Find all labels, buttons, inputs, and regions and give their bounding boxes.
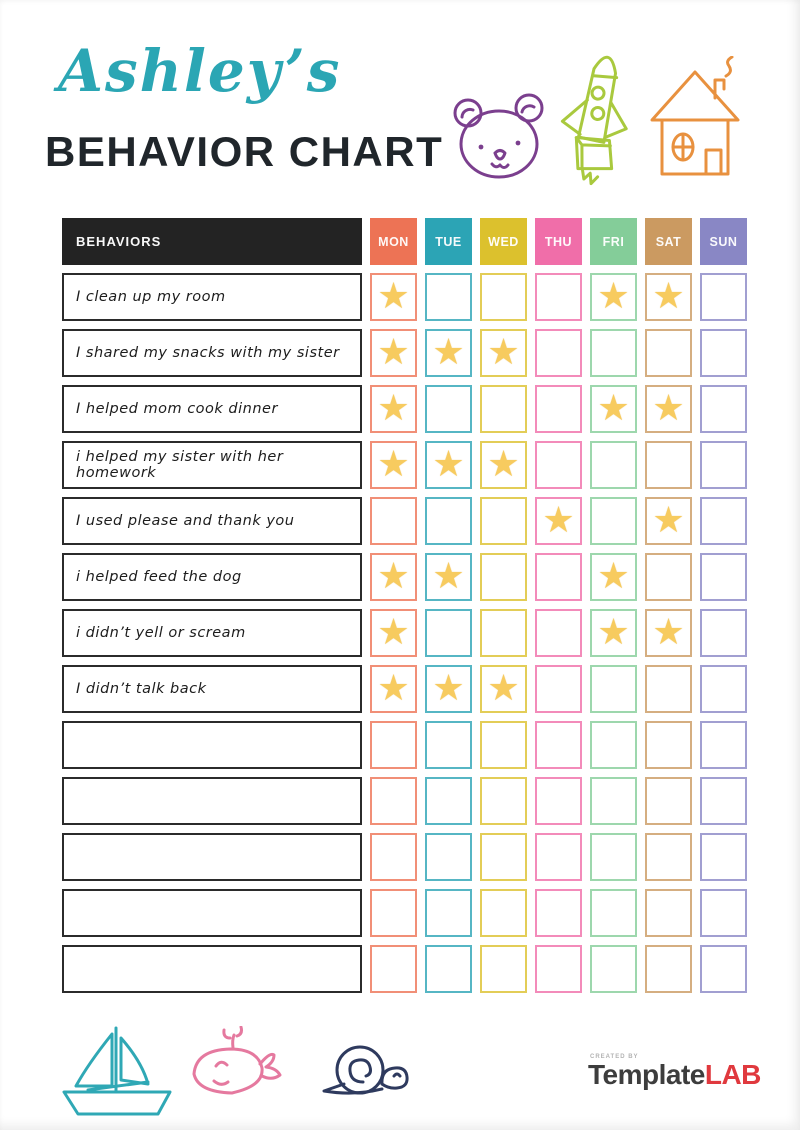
star-cell-fri-row-6: [590, 553, 637, 601]
star-cell-sun-row-2: [700, 329, 747, 377]
star-icon: ★: [652, 274, 685, 316]
star-cell-thu-row-13: [535, 945, 582, 993]
star-cell-sun-row-7: [700, 609, 747, 657]
star-cell-wed-row-10: [480, 777, 527, 825]
brand-template: Template: [588, 1059, 705, 1090]
behavior-text: I didn’t talk back: [76, 681, 207, 697]
templatelab-logo: [588, 1054, 768, 1089]
star-icon: ★: [377, 386, 410, 428]
rocket-icon: [548, 40, 643, 195]
star-cell-sun-row-12: [700, 889, 747, 937]
star-cell-sun-row-11: [700, 833, 747, 881]
star-cell-sat-row-9: [645, 721, 692, 769]
star-cell-thu-row-4: [535, 441, 582, 489]
star-cell-sat-row-11: [645, 833, 692, 881]
star-cell-tue-row-12: [425, 889, 472, 937]
star-cell-tue-row-6: [425, 553, 472, 601]
star-cell-wed-row-8: [480, 665, 527, 713]
star-cell-mon-row-7: [370, 609, 417, 657]
star-cell-sun-row-5: [700, 497, 747, 545]
star-icon: ★: [597, 610, 630, 652]
behavior-label-row-9: [62, 721, 362, 769]
star-cell-sat-row-7: [645, 609, 692, 657]
behavior-label-row-6: [62, 553, 362, 601]
behaviors-column-header: BEHAVIORS: [62, 218, 362, 265]
bear-icon: [448, 86, 550, 186]
star-cell-sat-row-3: [645, 385, 692, 433]
behavior-label-row-4: [62, 441, 362, 489]
star-cell-thu-row-10: [535, 777, 582, 825]
behavior-text: I helped mom cook dinner: [76, 401, 278, 417]
brand-lab: LAB: [704, 1059, 761, 1090]
star-cell-thu-row-6: [535, 553, 582, 601]
star-cell-fri-row-13: [590, 945, 637, 993]
star-icon: ★: [432, 330, 465, 372]
star-icon: ★: [652, 610, 685, 652]
star-icon: ★: [377, 554, 410, 596]
star-cell-tue-row-8: [425, 665, 472, 713]
house-icon: [645, 56, 745, 188]
star-cell-wed-row-5: [480, 497, 527, 545]
star-cell-fri-row-9: [590, 721, 637, 769]
star-cell-fri-row-7: [590, 609, 637, 657]
star-cell-tue-row-11: [425, 833, 472, 881]
star-cell-thu-row-2: [535, 329, 582, 377]
star-cell-fri-row-10: [590, 777, 637, 825]
day-header-tue: TUE: [425, 218, 472, 265]
star-cell-thu-row-8: [535, 665, 582, 713]
star-cell-sat-row-5: [645, 497, 692, 545]
behavior-label-row-11: [62, 833, 362, 881]
star-cell-tue-row-10: [425, 777, 472, 825]
star-cell-fri-row-2: [590, 329, 637, 377]
star-icon: ★: [487, 330, 520, 372]
behavior-label-row-5: [62, 497, 362, 545]
star-icon: ★: [377, 666, 410, 708]
star-cell-sat-row-6: [645, 553, 692, 601]
star-cell-thu-row-9: [535, 721, 582, 769]
day-header-sun: SUN: [700, 218, 747, 265]
star-cell-fri-row-3: [590, 385, 637, 433]
day-header-sat: SAT: [645, 218, 692, 265]
behavior-label-row-3: [62, 385, 362, 433]
star-cell-sat-row-12: [645, 889, 692, 937]
star-icon: ★: [377, 330, 410, 372]
behavior-text: I clean up my room: [76, 289, 226, 305]
star-cell-wed-row-2: [480, 329, 527, 377]
star-cell-mon-row-11: [370, 833, 417, 881]
star-icon: ★: [487, 442, 520, 484]
whale-icon: [186, 1026, 291, 1111]
star-cell-mon-row-12: [370, 889, 417, 937]
star-cell-tue-row-4: [425, 441, 472, 489]
behavior-label-row-8: [62, 665, 362, 713]
star-icon: ★: [377, 442, 410, 484]
star-icon: ★: [597, 554, 630, 596]
behavior-chart-table: [62, 218, 747, 993]
star-icon: ★: [652, 386, 685, 428]
star-cell-mon-row-2: [370, 329, 417, 377]
star-cell-thu-row-11: [535, 833, 582, 881]
star-cell-wed-row-6: [480, 553, 527, 601]
star-icon: ★: [542, 498, 575, 540]
star-cell-sun-row-3: [700, 385, 747, 433]
star-cell-mon-row-9: [370, 721, 417, 769]
day-header-wed: WED: [480, 218, 527, 265]
behavior-label-row-1: [62, 273, 362, 321]
day-header-thu: THU: [535, 218, 582, 265]
star-icon: ★: [597, 274, 630, 316]
star-cell-sun-row-10: [700, 777, 747, 825]
page-title: BEHAVIOR CHART: [45, 128, 444, 175]
star-cell-sat-row-1: [645, 273, 692, 321]
star-cell-mon-row-13: [370, 945, 417, 993]
behavior-text: i helped my sister with her homework: [76, 449, 284, 481]
created-by-label: CREATED BY: [590, 1054, 639, 1060]
star-cell-fri-row-5: [590, 497, 637, 545]
brand-name: [588, 1059, 761, 1090]
star-cell-mon-row-4: [370, 441, 417, 489]
snail-icon: [314, 1038, 414, 1104]
behavior-text: I shared my snacks with my sister: [76, 345, 340, 361]
child-name-title: Ashley’s: [58, 37, 342, 105]
star-cell-sun-row-4: [700, 441, 747, 489]
behavior-text: I used please and thank you: [76, 513, 295, 529]
star-icon: ★: [377, 610, 410, 652]
star-cell-mon-row-5: [370, 497, 417, 545]
star-cell-tue-row-7: [425, 609, 472, 657]
star-cell-sun-row-6: [700, 553, 747, 601]
star-cell-sun-row-1: [700, 273, 747, 321]
behavior-label-row-2: [62, 329, 362, 377]
star-cell-sun-row-13: [700, 945, 747, 993]
star-cell-sat-row-2: [645, 329, 692, 377]
star-cell-mon-row-6: [370, 553, 417, 601]
star-cell-sat-row-8: [645, 665, 692, 713]
behavior-label-row-12: [62, 889, 362, 937]
behavior-label-row-7: [62, 609, 362, 657]
behavior-label-row-13: [62, 945, 362, 993]
star-cell-wed-row-4: [480, 441, 527, 489]
star-cell-thu-row-5: [535, 497, 582, 545]
star-cell-tue-row-3: [425, 385, 472, 433]
star-icon: ★: [487, 666, 520, 708]
star-cell-thu-row-7: [535, 609, 582, 657]
star-cell-wed-row-7: [480, 609, 527, 657]
star-cell-tue-row-13: [425, 945, 472, 993]
star-cell-sat-row-13: [645, 945, 692, 993]
star-cell-wed-row-9: [480, 721, 527, 769]
day-header-mon: MON: [370, 218, 417, 265]
star-icon: ★: [432, 442, 465, 484]
star-cell-tue-row-5: [425, 497, 472, 545]
star-cell-wed-row-1: [480, 273, 527, 321]
star-cell-tue-row-2: [425, 329, 472, 377]
star-cell-fri-row-1: [590, 273, 637, 321]
star-icon: ★: [597, 386, 630, 428]
star-cell-tue-row-9: [425, 721, 472, 769]
star-icon: ★: [432, 666, 465, 708]
star-icon: ★: [377, 274, 410, 316]
star-cell-sat-row-4: [645, 441, 692, 489]
star-cell-thu-row-1: [535, 273, 582, 321]
star-cell-fri-row-8: [590, 665, 637, 713]
star-cell-sat-row-10: [645, 777, 692, 825]
star-cell-fri-row-11: [590, 833, 637, 881]
star-cell-tue-row-1: [425, 273, 472, 321]
star-cell-wed-row-13: [480, 945, 527, 993]
star-cell-mon-row-1: [370, 273, 417, 321]
star-cell-mon-row-8: [370, 665, 417, 713]
star-cell-mon-row-10: [370, 777, 417, 825]
star-cell-wed-row-3: [480, 385, 527, 433]
star-cell-thu-row-3: [535, 385, 582, 433]
behavior-label-row-10: [62, 777, 362, 825]
star-icon: ★: [432, 554, 465, 596]
behavior-text: i didn’t yell or scream: [76, 625, 246, 641]
star-cell-thu-row-12: [535, 889, 582, 937]
star-cell-sun-row-8: [700, 665, 747, 713]
star-cell-wed-row-11: [480, 833, 527, 881]
behavior-text: i helped feed the dog: [76, 569, 242, 585]
star-cell-fri-row-12: [590, 889, 637, 937]
sailboat-icon: [58, 1022, 176, 1120]
day-header-fri: FRI: [590, 218, 637, 265]
star-icon: ★: [652, 498, 685, 540]
star-cell-wed-row-12: [480, 889, 527, 937]
star-cell-sun-row-9: [700, 721, 747, 769]
star-cell-mon-row-3: [370, 385, 417, 433]
star-cell-fri-row-4: [590, 441, 637, 489]
